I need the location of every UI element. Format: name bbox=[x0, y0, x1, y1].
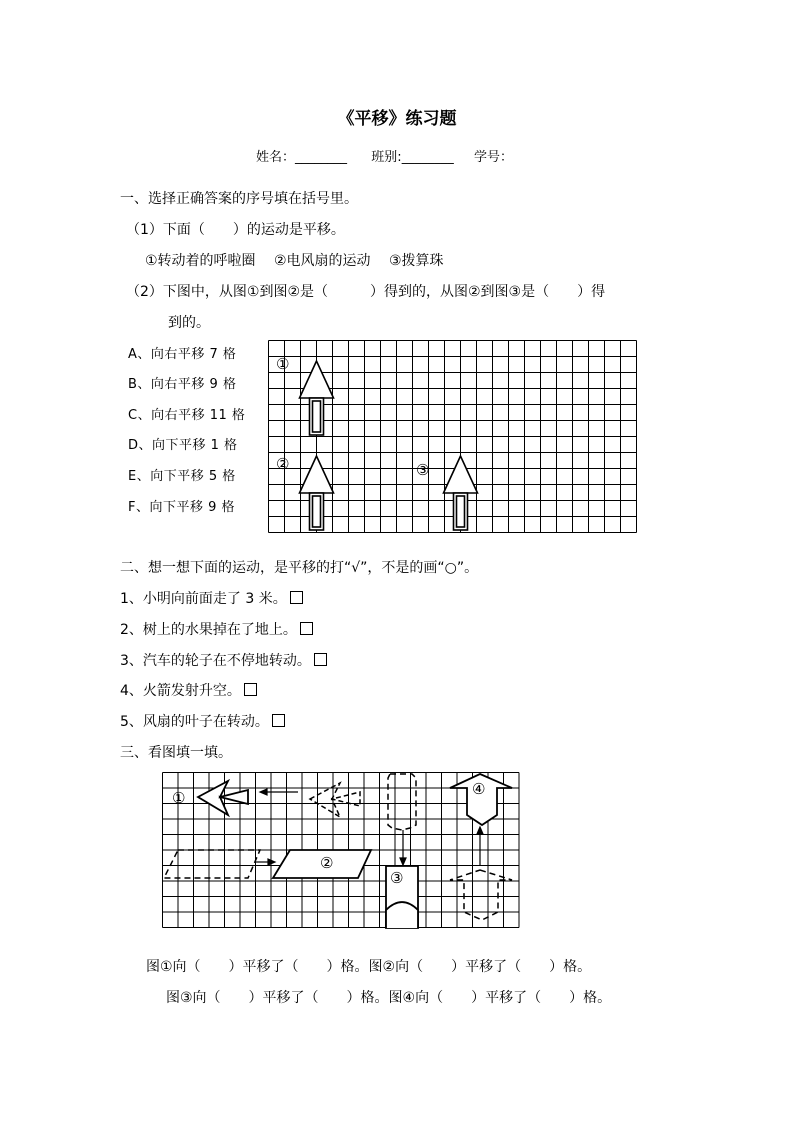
q1-text: （1）下面（ ）的运动是平移。 bbox=[126, 222, 345, 238]
figure-label-2: ② bbox=[276, 455, 290, 473]
class-blank[interactable]: ________ bbox=[401, 150, 454, 165]
page-title: 《平移》练习题 bbox=[337, 109, 457, 129]
section2-heading: 二、想一想下面的运动，是平移的打“√”，不是的画“○”。 bbox=[120, 560, 479, 576]
judge-item-1 bbox=[120, 588, 303, 608]
answer-box-2[interactable] bbox=[300, 622, 313, 635]
fill-line-2: 图③向（ ）平移了（ ）格。图④向（ ）平移了（ ）格。 bbox=[166, 990, 612, 1006]
label-4: ④ bbox=[472, 780, 486, 798]
choice-b: B、向右平移 9 格 bbox=[128, 377, 237, 392]
judge-text-4: 4、火箭发射升空。 bbox=[120, 683, 241, 699]
move-arrow-left bbox=[260, 789, 298, 795]
shape-3-dashed bbox=[388, 774, 416, 830]
name-blank[interactable]: ________ bbox=[295, 150, 348, 165]
answer-box-1[interactable] bbox=[290, 591, 303, 604]
judge-item-5 bbox=[120, 711, 285, 731]
label-1: ① bbox=[172, 789, 186, 807]
judge-item-2 bbox=[120, 619, 313, 639]
label-2: ② bbox=[320, 854, 334, 872]
figure-label-1: ① bbox=[276, 355, 290, 373]
arrow-shape-2 bbox=[300, 456, 334, 530]
grid-figure-1 bbox=[266, 338, 640, 534]
q1-options: ①转动着的呼啦圈 ②电风扇的运动 ③拨算珠 bbox=[145, 253, 444, 269]
answer-box-4[interactable] bbox=[244, 683, 257, 696]
judge-text-3: 3、汽车的轮子在不停地转动。 bbox=[120, 653, 311, 669]
name-label: 姓名： bbox=[256, 150, 296, 165]
move-arrow-up bbox=[477, 827, 483, 865]
judge-text-2: 2、树上的水果掉在了地上。 bbox=[120, 622, 297, 638]
fill-line-1: 图①向（ ）平移了（ ）格。图②向（ ）平移了（ ）格。 bbox=[146, 959, 592, 975]
choice-f: F、向下平移 9 格 bbox=[128, 500, 236, 515]
choice-a: A、向右平移 7 格 bbox=[128, 347, 237, 362]
section3-heading: 三、看图填一填。 bbox=[120, 745, 232, 761]
move-arrow-down bbox=[400, 830, 406, 865]
judge-item-3 bbox=[120, 650, 327, 670]
choice-e: E、向下平移 5 格 bbox=[128, 469, 236, 484]
figure-label-3: ③ bbox=[416, 461, 430, 479]
judge-text-5: 5、风扇的叶子在转动。 bbox=[120, 714, 269, 730]
choice-c: C、向右平移 11 格 bbox=[128, 408, 246, 423]
grid-figure-2 bbox=[160, 770, 534, 930]
id-label: 学号： bbox=[473, 150, 513, 165]
q2-line1: （2）下图中，从图①到图②是（ ）得到的，从图②到图③是（ ）得 bbox=[126, 284, 606, 300]
q2-line2: 到的。 bbox=[168, 315, 210, 331]
section1-heading: 一、选择正确答案的序号填在括号里。 bbox=[120, 191, 358, 207]
answer-box-5[interactable] bbox=[272, 714, 285, 727]
class-label: 班别: bbox=[371, 150, 402, 165]
judge-text-1: 1、小明向前面走了 3 米。 bbox=[120, 591, 287, 607]
judge-item-4 bbox=[120, 680, 257, 700]
move-arrow-right bbox=[256, 859, 275, 865]
choice-d: D、向下平移 1 格 bbox=[128, 438, 238, 453]
answer-box-3[interactable] bbox=[314, 653, 327, 666]
label-3: ③ bbox=[390, 869, 404, 887]
arrow-shape-3 bbox=[444, 456, 478, 530]
student-info bbox=[256, 146, 513, 165]
